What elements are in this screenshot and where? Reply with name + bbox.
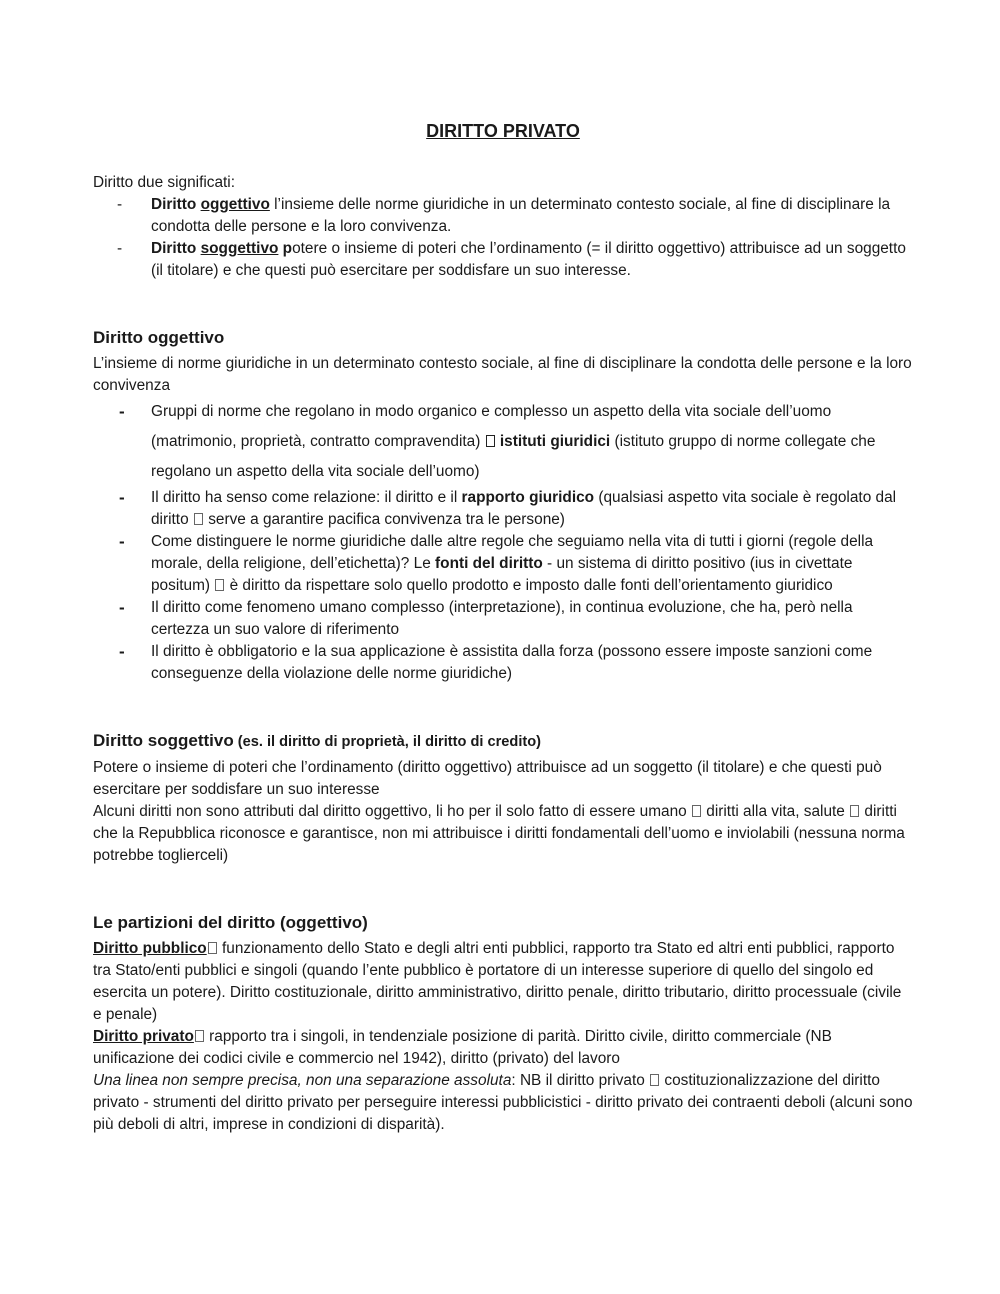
arrow-symbol-icon: [486, 435, 495, 447]
term-bold: rapporto giuridico: [461, 489, 595, 506]
section-text: L’insieme di norme giuridiche in un determinato contesto sociale, al fine di disciplinare la condotta delle persone e la loro convivenza: [93, 355, 912, 394]
list-item: - Il diritto come fenomeno umano complesso (interpretazione), in continua evoluzione, che ha, però nella certezza un suo valore di riferimento: [93, 597, 913, 641]
item-text: Come distinguere le norme giuridiche dalle altre regole che seguiamo nella vita di tutti i giorni (regole della morale, della religione, dell’etichetta)? Le: [151, 533, 874, 572]
item-text: è diritto da rispettare solo quello prodotto e imposto dalle fonti dell’orientamento giuridico: [225, 577, 833, 594]
intro-lead: Diritto due significati:: [93, 174, 235, 191]
heading-main: Diritto soggettivo: [93, 731, 234, 750]
item-text: l’insieme delle norme giuridiche in un determinato contesto sociale, al fine di disciplinare la condotta delle persone e la loro convivenza.: [151, 196, 891, 235]
arrow-symbol-icon: [194, 513, 203, 525]
section-heading-soggettivo: [93, 729, 913, 754]
list-item: [93, 531, 913, 597]
item-text: Alcuni diritti non sono attributi dal diritto oggettivo, li ho per il solo fatto di essere umano: [93, 803, 691, 820]
item-text: (qualsiasi aspetto vita sociale è regolato dal diritto: [151, 489, 897, 528]
section-text: Potere o insieme di poteri che l’ordinamento (diritto oggettivo) attribuisce ad un soggetto (il titolare) e che questi può esercitare per soddisfare un suo interesse: [93, 759, 882, 798]
list-item: [93, 487, 913, 531]
item-text: Il diritto ha senso come relazione: il diritto e il: [151, 489, 462, 506]
spacer: [93, 282, 913, 326]
term-bold: fonti del diritto: [435, 555, 543, 572]
item-text: serve a garantire pacifica convivenza tra le persone): [203, 511, 565, 528]
term-bold: p: [278, 240, 293, 257]
item-text: diritti alla vita, salute: [702, 803, 850, 820]
document-title: DIRITTO PRIVATO: [426, 121, 580, 141]
section-text: [93, 938, 913, 1026]
document-page: [93, 118, 913, 1136]
section-text: [93, 1070, 913, 1136]
item-text: otere o insieme di poteri che l’ordinamento (= il diritto oggettivo) attribuisce ad un soggetto (il titolare) e che questi può esercitare per soddisfare un suo interesse.: [151, 240, 906, 279]
term-bold: Diritto: [151, 196, 201, 213]
arrow-symbol-icon: [692, 805, 701, 817]
spacer: [93, 685, 913, 729]
arrow-symbol-icon: [208, 942, 217, 954]
term-bold: istituti giuridici: [495, 433, 611, 450]
arrow-symbol-icon: [215, 579, 224, 591]
list-item: [93, 238, 913, 282]
spacer: [93, 867, 913, 911]
item-text: rapporto tra i singoli, in tendenziale posizione di parità. Diritto civile, diritto commerciale (NB unificazione dei codici civile e commercio nel 1942), diritto (privato) del lavoro: [93, 1028, 832, 1067]
list-item: [93, 397, 913, 487]
term-bold: Diritto: [151, 240, 201, 257]
section-heading-partizioni: Le partizioni del diritto (oggettivo): [93, 913, 368, 932]
list-item: [93, 194, 913, 238]
item-text: Gruppi di norme che regolano in modo organico e complesso un aspetto della vita sociale dell’uomo (matrimonio, proprietà, contratto compravendita): [151, 403, 832, 450]
intro-list: [93, 194, 913, 282]
section-heading-oggettivo: Diritto oggettivo: [93, 328, 225, 347]
term-underlined: soggettivo: [200, 240, 279, 257]
list-item: - Il diritto è obbligatorio e la sua applicazione è assistita dalla forza (possono essere imposte sanzioni come conseguenze della violazione delle norme giuridiche): [93, 641, 913, 685]
term-underlined: oggettivo: [200, 196, 270, 213]
oggettivo-list: [93, 397, 913, 685]
arrow-symbol-icon: [195, 1030, 204, 1042]
term-underlined: Diritto pubblico: [93, 940, 207, 957]
item-text: (istituto gruppo di norme collegate che regolano un aspetto della vita sociale dell’uomo): [151, 433, 876, 480]
heading-sub: (es. il diritto di proprietà, il diritto di credito): [233, 734, 542, 750]
item-text: diritti che la Repubblica riconosce e garantisce, non mi attribuisce i diritti fondamentali dell’uomo e inviolabili (nessuna norma potrebbe toglierceli): [93, 803, 905, 864]
arrow-symbol-icon: [850, 805, 859, 817]
section-text: [93, 1026, 913, 1070]
item-text: costituzionalizzazione del diritto privato - strumenti del diritto privato per perseguire interessi pubblicistici - diritto privato dei contraenti deboli (alcuni sono più deboli di altri, imprese in condizioni di disparità).: [93, 1072, 913, 1133]
term-underlined: Diritto privato: [93, 1028, 194, 1045]
section-text: [93, 801, 913, 867]
arrow-symbol-icon: [650, 1074, 659, 1086]
item-text: - un sistema di diritto positivo (ius in civettate positum): [151, 555, 853, 594]
item-text: funzionamento dello Stato e degli altri enti pubblici, rapporto tra Stato ed altri enti pubblici, rapporto tra Stato/enti pubblici e singoli (quando l’ente pubblico è portatore di un interesse superiore di quello del singolo ed esercita un potere). Diritto costituzionale, diritto amministrativo, diritto penale, diritto tributario, diritto processuale (civile e penale): [93, 940, 902, 1023]
item-text: : NB il diritto privato: [511, 1072, 650, 1089]
italic-text: Una linea non sempre precisa, non una separazione assoluta: [93, 1072, 512, 1089]
